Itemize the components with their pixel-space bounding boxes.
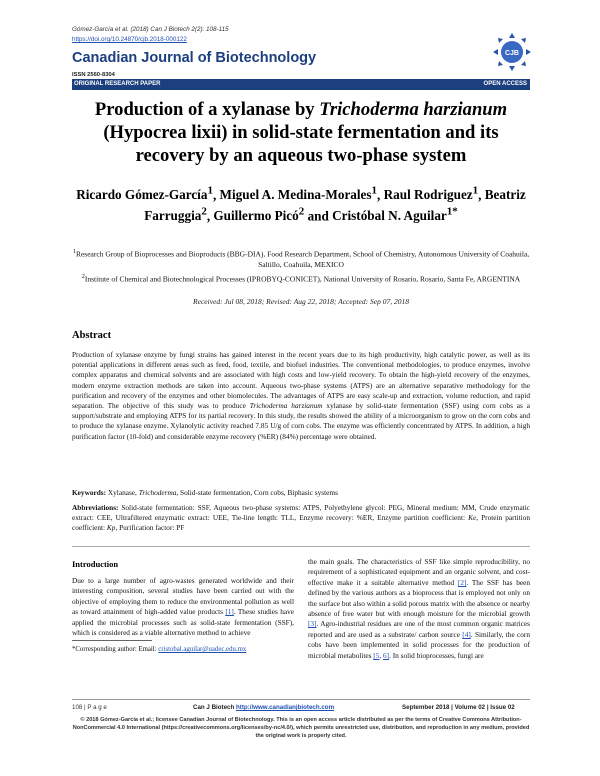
author: Guillermo Picó$^2$ bbox=[213, 205, 305, 224]
article-dates: Received: Jul 08, 2018; Revised: Aug 22, 2018; Accepted: Sep 07, 2018 bbox=[193, 297, 409, 306]
reference-link[interactable]: 6] bbox=[383, 650, 390, 660]
license-text: © 2018 Gómez-García et al.; licensee Canadian Journal of Biotechnology. This is an open access article distributed as per the terms of Creative Commons Attribution-NonCommercial 4.0 International (https://creativecommons.org/licenses/by-nc/4.0/), which permits unrestricted use, distribution, and reproduction in any medium, provided the original work is properly cited. bbox=[72, 717, 530, 739]
abstract-heading: Abstract bbox=[72, 330, 112, 341]
corresponding-author-footnote: *Corresponding author: Email: cristobal.aguilar@uadec.edu.mx bbox=[72, 646, 247, 653]
reference-link[interactable]: [5 bbox=[373, 650, 380, 660]
introduction-left-column: Due to a large number of agro-wastes generated worldwide and their interesting composition, several studies have been carried out with the objective of employing them to reduce the environmental pollution as well as toward attainment of high-added value products [1]. These studies have applied the microbial processes such as solid-state fermentation (SSF), which is considered as a viable alternative method to achieve bbox=[72, 576, 294, 638]
footer-issue: September 2018 | Volume 02 | Issue 02 bbox=[402, 704, 515, 711]
reference-link[interactable]: [1] bbox=[225, 607, 234, 617]
author: Miguel A. Medina-Morales$^1$ bbox=[219, 185, 378, 203]
issn: ISSN 2560-8304 bbox=[72, 72, 115, 78]
reference-link[interactable]: [4] bbox=[462, 629, 471, 639]
reference-link[interactable]: [2] bbox=[457, 577, 467, 587]
article-type: ORIGINAL RESEARCH PAPER bbox=[74, 81, 161, 87]
article-type-band bbox=[72, 79, 530, 90]
open-access-label: OPEN ACCESS bbox=[483, 81, 527, 87]
logo-text: CJB bbox=[504, 50, 520, 57]
introduction-right-column: the main goals. The characteristics of SSF like simple reproducibility, no requirement of a sophisticated equipment and an organic solvent, and cost-effective make it a suitable alternative method [2]. The SSF has been defined by the various authors as a bioprocess that is employed not only on the surface but also within a solid porous matrix with the absence or nearby absence of free water but with enough moisture for the microbial growth [3]. Agro-industrial residues are one of the most common organic matrices reported and are used as a substrate/ carbon source [4]. Similarly, the corn cobs have been implemented in solid processes for the production of microbial metabolites [5, 6]. In solid bioprocesses, fungi are bbox=[308, 557, 530, 660]
affiliation-1: $^1$Research Group of Bioprocesses and Bioproducts (BBG-DIA), Food Research Department, School of Chemistry, Autonomous University of Coahuila, Saltillo, Coahuila, MEXICO bbox=[72, 248, 530, 269]
author: Beatriz Farruggia$^2$ bbox=[144, 187, 526, 224]
page-number: 108 | P a g e bbox=[72, 704, 107, 711]
reference-link[interactable]: [3] bbox=[308, 619, 317, 629]
abbreviations: Abbreviations: Solid-state fermentation: SSF, Aqueous two-phase systems: ATPS, Polyethylene glycol: PEG, Mineral medium: MM, Crude enzymatic extract: CEE, Ultrafiltered enzymatic extract: UEE, Tie-line length: TLL, Enzyme recovery: %ER, Enzyme partition coefficient: Ke, Protein partition coefficient: Kp, Purification factor: PF bbox=[72, 503, 530, 533]
section-divider bbox=[72, 546, 530, 547]
journal-title: Canadian Journal of Biotechnology bbox=[72, 50, 317, 66]
affiliation-2: $^2$Institute of Chemical and Biotechnological Processes (IPROBYQ-CONICET), National University of Rosario, Rosario, Santa Fe, ARGENTINA bbox=[81, 273, 521, 284]
author: Raul Rodriguez$^1$ bbox=[383, 185, 479, 203]
title-species: Trichoderma harzianum bbox=[319, 99, 508, 120]
introduction-heading: Introduction bbox=[72, 559, 119, 569]
journal-logo bbox=[490, 30, 534, 74]
header-citation: Gómez-García et al. (2018) Can J Biotech 2(2): 108-115 bbox=[72, 26, 229, 33]
footnote-rule bbox=[72, 640, 152, 641]
email-link[interactable]: cristobal.aguilar@uadec.edu.mx bbox=[158, 646, 247, 653]
journal-website-link[interactable]: http://www.canadianjbiotech.com bbox=[235, 704, 335, 711]
footer-journal: Can J Biotech http://www.canadianjbiotech.com bbox=[193, 704, 335, 711]
abstract-text: Production of xylanase enzyme by fungi strains has gained interest in the recent years due to its high productivity, high catalytic power, as well as its potential applications in different areas such as feed, food, textile, and biofuel industries. The conventional methodologies, to produce enzymes, involve complex apparatus and chemical solvents and are associated with high costs and low-yield recovery. To obtain the high-yield recovery of the enzymes, modern enzyme extraction methods are taken into account. Aqueous two-phase systems (ATPS) are an alternative separative methodology for the purification and recovery of the enzymes and other biomolecules. The advantages of ATPS are easy scale-up and extraction, volume reduction, and rapid separation. The objective of this study was to produce Trichoderma harzianum xylanase by solid-state fermentation (SSF) using corn cobs as a support/substrate and employing ATPS for its partial recovery. In this study, the results showed the ability of a microorganism to grow on the corn cobs and to produce the xylanase enzyme. Xylanolytic activity reached 7.85 U/g of corn cobs. The enzyme was efficiently concentrated by ATPS. In addition, a high purification factor (10-fold) and considerable enzyme recovery (%ER) (84%) percentage were obtained. bbox=[72, 350, 530, 441]
keywords: Keywords: Xylanase, Trichoderma, Solid-state fermentation, Corn cobs, Biphasic systems bbox=[72, 488, 338, 497]
article-title: Production of a xylanase by Trichoderma harzianum (Hypocrea lixii) in solid-state fermentation and its recovery by an aqueous two-phase system bbox=[94, 99, 508, 166]
author: Cristóbal N. Aguilar$^{1*}$ bbox=[332, 205, 458, 224]
footer-rule bbox=[72, 699, 530, 700]
author-list: Ricardo Gómez-García$^1$, Miguel A. Medina-Morales$^1$, Raul Rodriguez$^1$, Beatriz Farruggia$^2$, Guillermo Picó$^2$ and Cristóbal N. Aguilar$^{1*}$ bbox=[76, 185, 526, 224]
header-doi-link[interactable]: https://doi.org/10.24870/cjb.2018-000122 bbox=[72, 36, 187, 43]
author: Ricardo Gómez-García$^1$ bbox=[76, 185, 213, 203]
